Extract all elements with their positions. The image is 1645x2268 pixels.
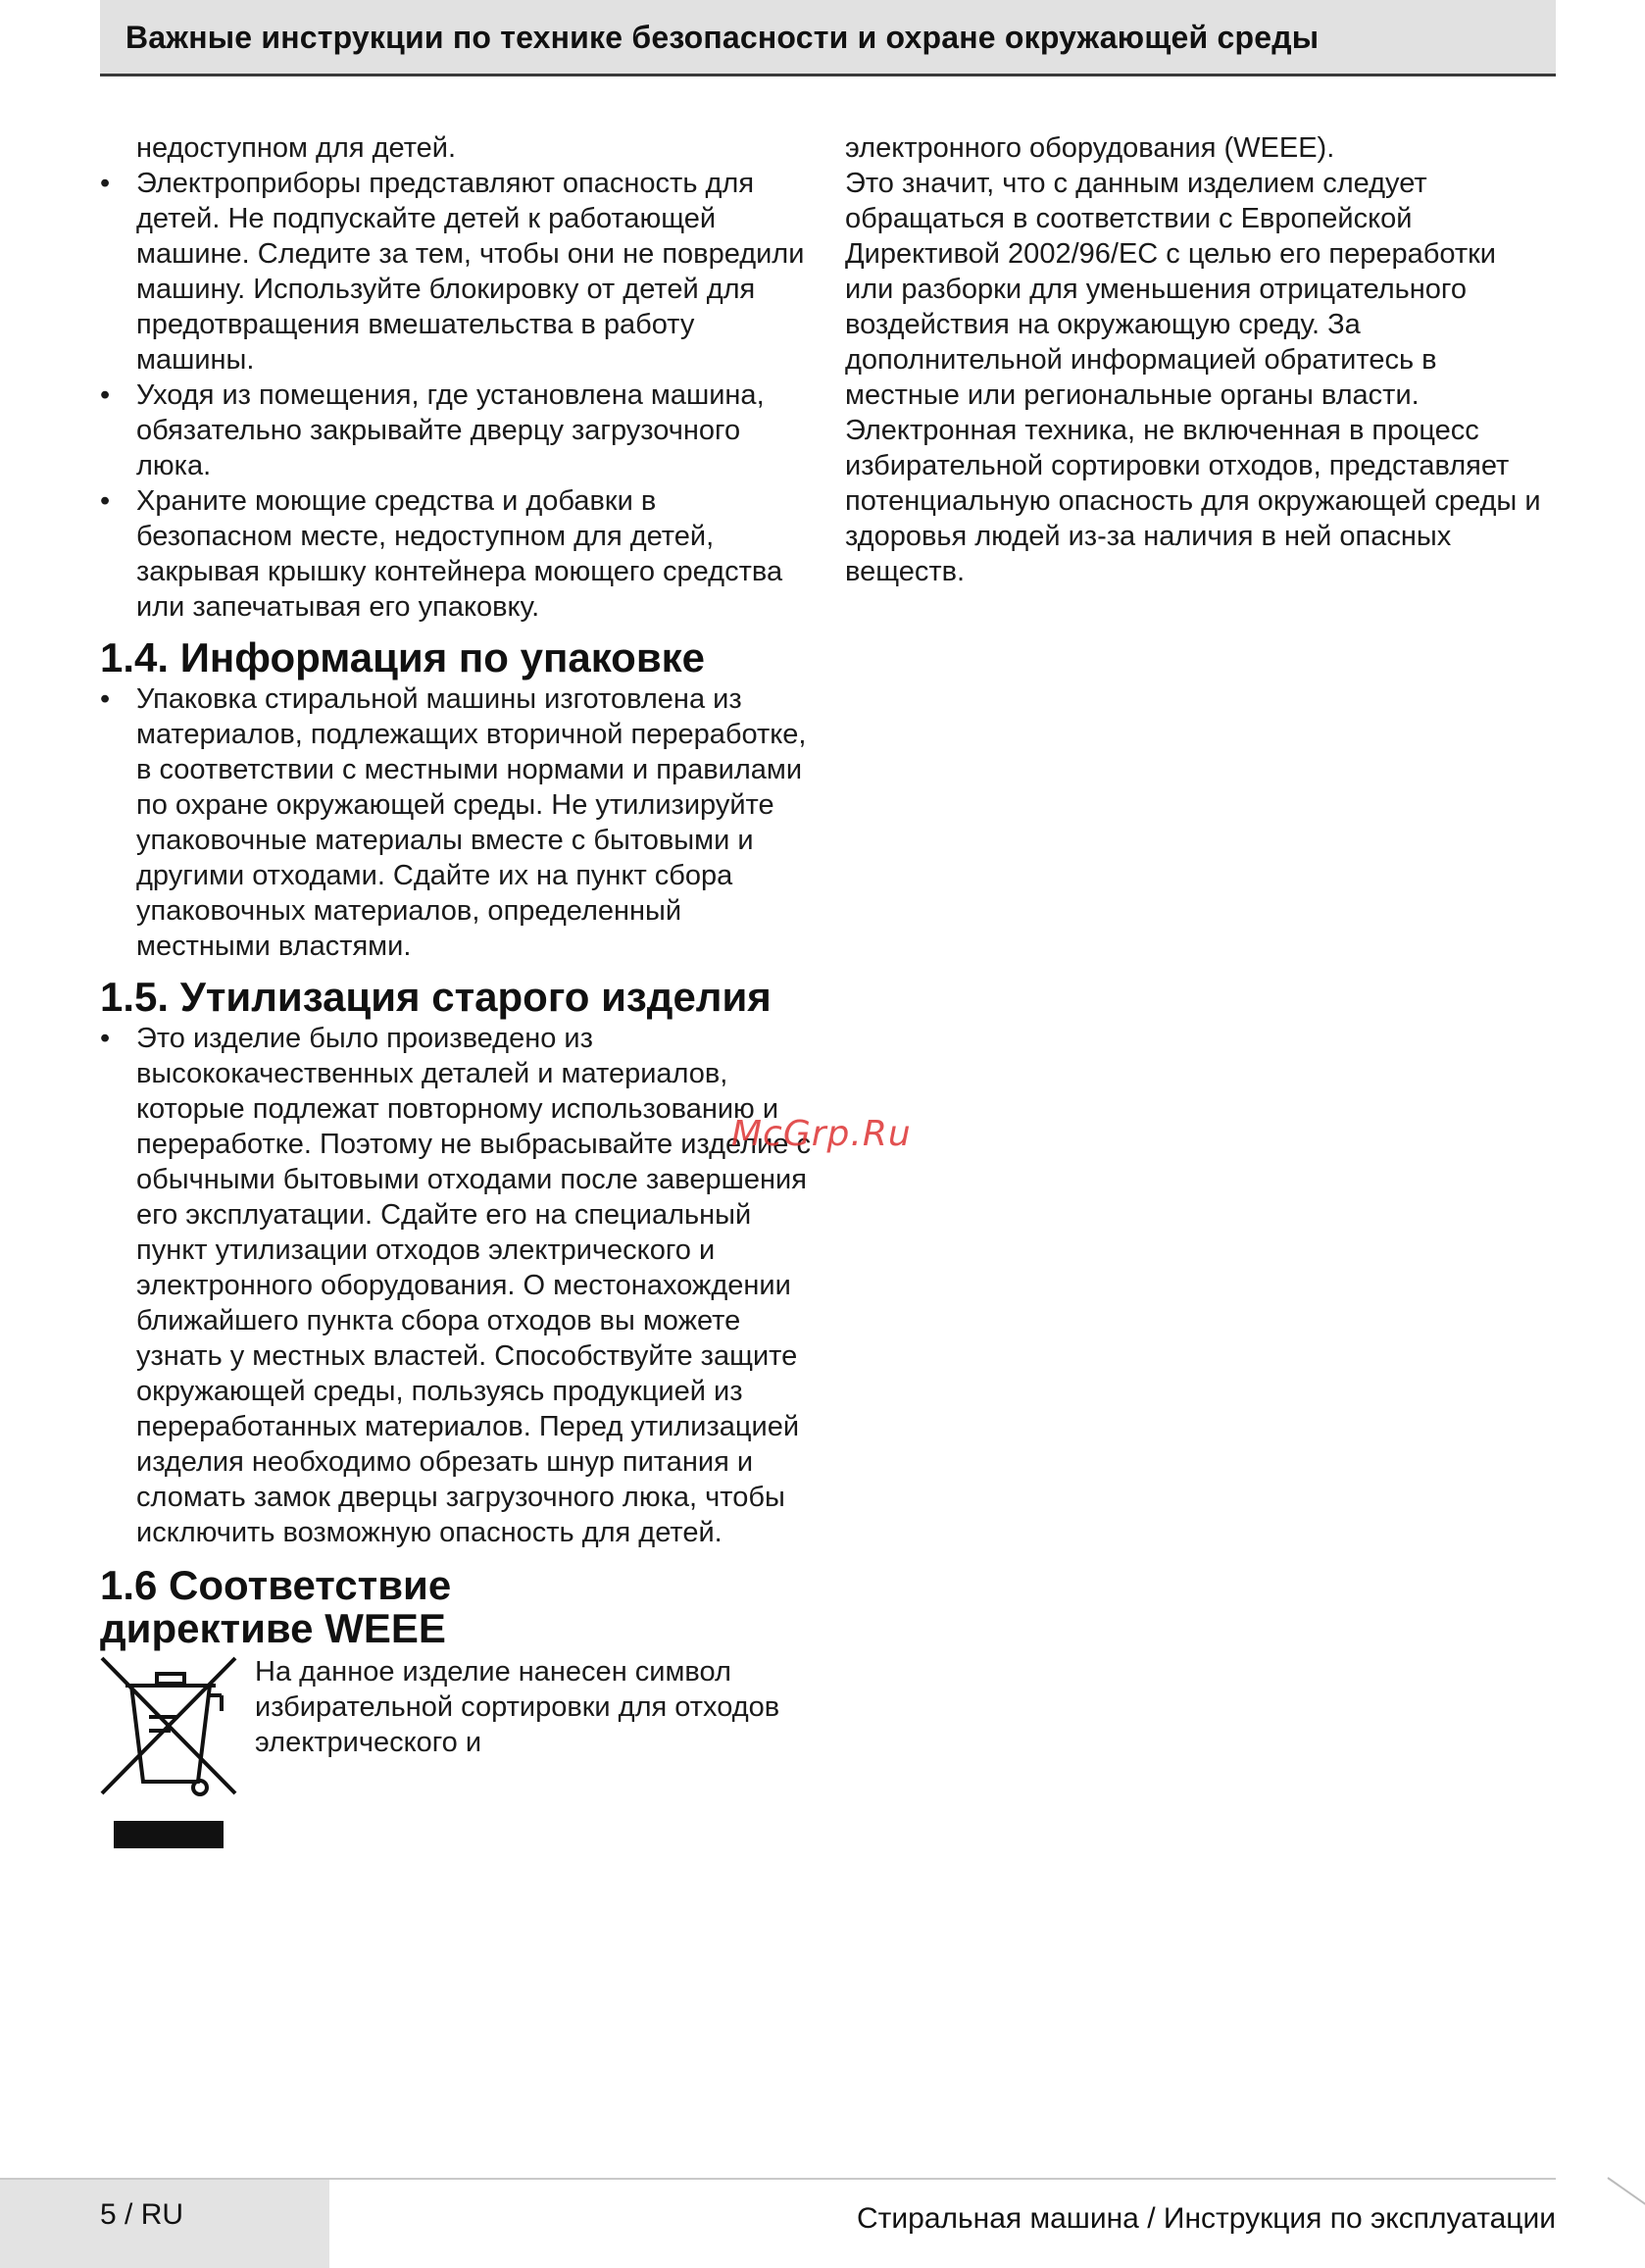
list-item: • Храните моющие средства и добавки в безопасном месте, недоступном для детей, закрывая крышку контейнера моющего средства или запечатывая его упаковку. — [100, 483, 816, 625]
section-heading-weee-line2: директиве WEEE — [100, 1605, 446, 1651]
weee-paragraph-1: электронного оборудования (WEEE). — [845, 132, 1335, 164]
list-item: • Электроприборы представляют опасность для детей. Не подпускайте детей к работающей машине. Следите за тем, чтобы они не повредили машину. Используйте блокировку от детей для предотвращения вмешательства в работу машины. — [100, 166, 816, 378]
crossed-out-wheelie-bin-icon — [100, 1656, 247, 1852]
page-number: 5 / RU — [100, 2198, 184, 2231]
corner-mark — [1607, 2177, 1645, 2212]
document-title: Стиральная машина / Инструкция по эксплуатации — [856, 2202, 1556, 2235]
section-heading-packaging: 1.4. Информация по упаковке — [100, 634, 706, 680]
weee-paragraph-3: Электронная техника, не включенная в процесс избирательной сортировки отходов, представляет потенциальную опасность для окружающей среды и здоровья людей из-за наличия в ней опасных веществ. — [845, 415, 1541, 587]
list-item: • Это изделие было произведено из высококачественных деталей и материалов, которые подлежат повторному использованию и переработке. Поэтому не выбрасывайте изделие с обычными бытовыми отходами после завершения его эксплуатации. Сдайте его на специальный пункт утилизации отходов электрического и электронного оборудования. О местонахождении ближайшего пункта сбора отходов вы можете узнать у местных властей. Способствуйте защите окружающей среды, пользуясь продукцией из переработанных материалов. Перед утилизацией изделия необходимо обрезать шнур питания и сломать замок дверцы загрузочного люка, чтобы исключить возможную опасность для детей. — [100, 1021, 816, 1550]
weee-text: На данное изделие нанесен символ избирательной сортировки для отходов электрического и — [255, 1656, 780, 1758]
list-item: • Уходя из помещения, где установлена машина, обязательно закрывайте дверцу загрузочного люка. — [100, 378, 816, 483]
watermark: McGrp.Ru — [731, 1114, 912, 1154]
page-header — [100, 0, 1556, 76]
header-title: Важные инструкции по технике безопасности и охране окружающей среды — [125, 20, 1320, 55]
list-item: • Упаковка стиральной машины изготовлена из материалов, подлежащих вторичной переработке, в соответствии с местными нормами и правилами по охране окружающей среды. Не утилизируйте упаковочные материалы вместе с бытовыми и другими отходами. Сдайте их на пункт сбора упаковочных материалов, определенный местными властями. — [100, 681, 816, 964]
intro-continuation: недоступном для детей. — [136, 132, 457, 164]
left-column — [100, 130, 816, 1760]
section-heading-weee — [100, 1564, 816, 1650]
weee-block — [100, 1654, 816, 1760]
section-heading-weee-line1: 1.6 Соответствие — [100, 1562, 452, 1608]
right-column — [845, 130, 1551, 589]
weee-paragraph-2: Это значит, что с данным изделием следует обращаться в соответствии с Европейской Директивой 2002/96/EC с целью его переработки или разборки для уменьшения отрицательного воздействия на окружающую среду. За дополнительной информацией обратитесь в местные или региональные органы власти. — [845, 168, 1496, 411]
section-heading-disposal: 1.5. Утилизация старого изделия — [100, 974, 772, 1020]
